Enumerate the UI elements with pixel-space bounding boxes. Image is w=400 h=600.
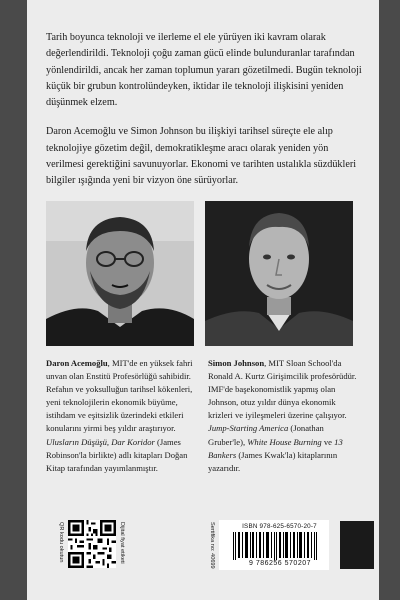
qr-label-2: Dijital fiyat etiketi bbox=[119, 522, 125, 564]
isbn-label: ISBN 978-625-6570-20-7 bbox=[242, 523, 317, 530]
acemoglu-separator: , bbox=[106, 436, 112, 447]
price-box bbox=[340, 521, 374, 569]
blurb-paragraph-1: Tarih boyunca teknoloji ve ilerleme el ele yürüyen iki kavram olarak değerlendirildi. Teknoloji çoğu zaman gücü elinde bulunduranlar tarafından yönlendirildi, ancak her zaman toplumun yararı gözetilmedi. Bugün teknoloji küçük bir grubun kontrolündeyken, iktidar ile teknoloji ilişkisini yeniden düşünmek elzem. bbox=[46, 32, 362, 109]
johnson-book-2: White House Burning bbox=[247, 436, 322, 447]
acemoglu-bio-text-1: , MIT'de en yüksek fahri unvan olan Enstitü Profesörlüğü sahibidir. Refahın ve yoksulluğun tarihsel kökenleri, yeni teknolojilerin ekonomik büyüme, istihdam ve eşitsizlik üzerindeki etkileri konularını yirmi beş yıldır araştırıyor. bbox=[46, 358, 193, 434]
johnson-bio-mid-1: (Jonathan Gruber'le), bbox=[208, 423, 324, 447]
acemoglu-bio bbox=[46, 357, 196, 475]
johnson-bio-mid-2: ve bbox=[321, 436, 335, 447]
johnson-book-1: Jump-Starting America bbox=[208, 423, 289, 434]
acemoglu-book-2: Dar Koridor bbox=[111, 436, 155, 447]
barcode-number: 9 786256 570207 bbox=[249, 560, 311, 567]
blurb-paragraph-2: Daron Acemoğlu ve Simon Johnson bu ilişkiyi tarihsel süreçte ele alıp teknolojiye gözetim değil, demokratikleşme aracı olarak yeniden yön verilmesi gerektiğini savunuyorlar. Ekonomi ve tarihten ustalıkla süzdükleri bilgiler ışığında yeni bir vizyon öne sürüyorlar. bbox=[46, 126, 357, 187]
acemoglu-photo bbox=[46, 201, 194, 346]
blurb bbox=[46, 30, 364, 203]
johnson-name: Simon Johnson bbox=[208, 358, 265, 368]
qr-label-1: QR kodu okutun bbox=[58, 522, 64, 563]
acemoglu-book-1: Ulusların Düşüşü bbox=[46, 436, 107, 447]
qr-code bbox=[68, 520, 116, 568]
johnson-bio-text-2: (James Kwak'la) kitaplarının yazarıdır. bbox=[208, 449, 338, 473]
johnson-book-3: 13 Bankers bbox=[208, 436, 343, 460]
acemoglu-name: Daron Acemoğlu bbox=[46, 358, 108, 368]
acemoglu-bio-text-2: (James Robinson'la birlikte) adlı kitapları Doğan Kitap tarafından yayımlanmıştır. bbox=[46, 436, 188, 473]
certificate-label: Sertifika no: 40699 bbox=[209, 522, 215, 569]
johnson-bio bbox=[208, 357, 358, 475]
johnson-photo bbox=[205, 201, 353, 346]
johnson-bio-text-1: , MIT Sloan School'da Ronald A. Kurtz Girişimcilik profesörüdür. IMF'de başekonomistlik yapmış olan Johnson, otuz yıldır dünya ekonomik krizleri ve iyileşmeleri üzerine çalışıyor. bbox=[208, 358, 357, 421]
back-cover bbox=[27, 0, 379, 600]
